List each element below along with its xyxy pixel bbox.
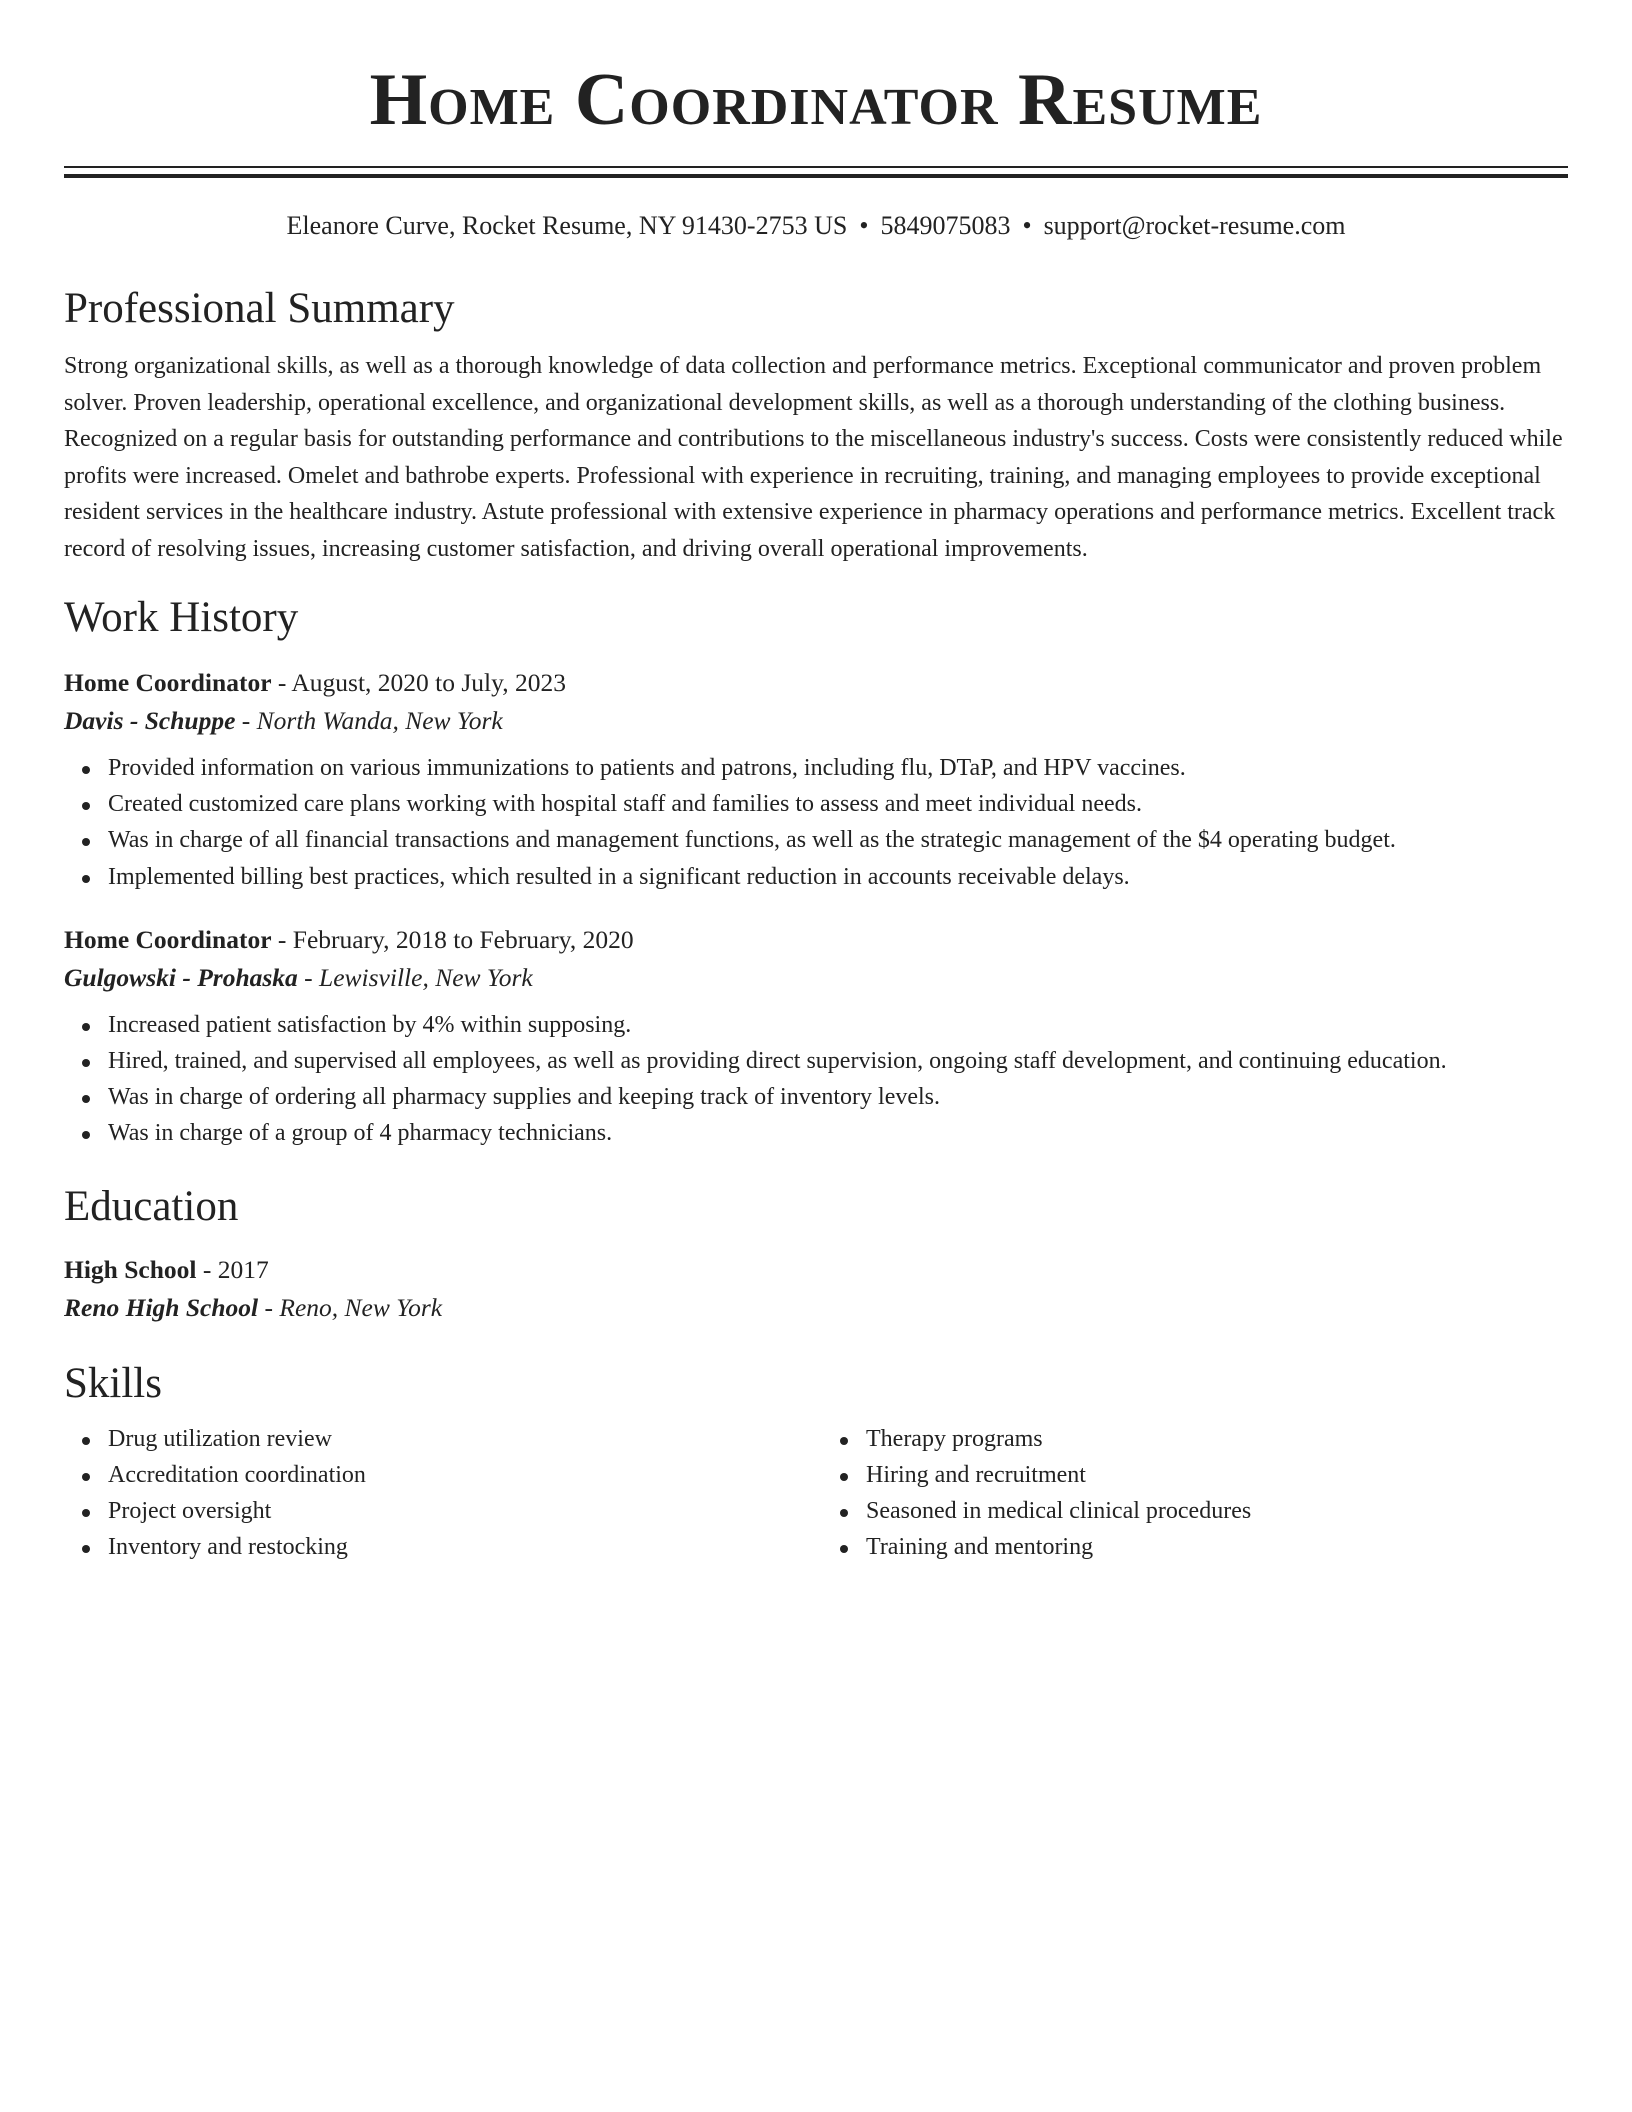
job-title: Home Coordinator: [64, 924, 272, 954]
company-location: - North Wanda, New York: [235, 706, 503, 735]
degree-line: [64, 1251, 1568, 1289]
graduation-year: - 2017: [196, 1254, 269, 1284]
job-duties-list: [64, 1007, 1568, 1152]
company-name: Davis - Schuppe: [64, 706, 236, 735]
list-item: Created customized care plans working with hospital staff and families to assess and meet individual needs.: [108, 786, 1568, 822]
list-item: Was in charge of a group of 4 pharmacy technicians.: [108, 1115, 1568, 1151]
skills-grid: [64, 1421, 1568, 1566]
skills-list-left: [64, 1421, 810, 1566]
title-divider-thin: [64, 166, 1568, 168]
skill-item: Drug utilization review: [108, 1421, 810, 1457]
education-entry: [64, 1251, 1568, 1327]
resume-page: [64, 0, 1568, 1565]
summary-text: Strong organizational skills, as well as a thorough knowledge of data collection and performance metrics. Exceptional communicator and proven problem solver. Proven leadership, operational excellence, and organizational development skills, as well as a thorough understanding of the clothing business. Recognized on a regular basis for outstanding performance and contributions to the miscellaneous industry's success. Costs were consistently reduced while profits were increased. Omelet and bathrobe experts. Professional with experience in recruiting, training, and managing employees to provide exceptional resident services in the healthcare industry. Astute professional with extensive experience in pharmacy operations and performance metrics. Excellent track record of resolving issues, increasing customer satisfaction, and driving overall operational improvements.: [64, 353, 1563, 562]
list-item: Implemented billing best practices, which resulted in a significant reduction in accounts receivable delays.: [108, 859, 1568, 895]
skill-item: Seasoned in medical clinical procedures: [866, 1493, 1568, 1529]
contact-line: [64, 209, 1568, 243]
job-title: Home Coordinator: [64, 668, 272, 697]
job-duties-list: [64, 750, 1568, 895]
skill-item: Project oversight: [108, 1493, 810, 1529]
school-line: [64, 1289, 1568, 1327]
job-dates: - February, 2018 to February, 2020: [271, 924, 634, 954]
list-item: Hired, trained, and supervised all employees, as well as providing direct supervision, ongoing staff development, and continuing education.: [108, 1043, 1568, 1079]
job-title-line: [64, 921, 1568, 959]
skill-item: Training and mentoring: [866, 1529, 1568, 1565]
school-location: - Reno, New York: [258, 1292, 443, 1322]
list-item: Increased patient satisfaction by 4% within supposing.: [108, 1007, 1568, 1043]
education-heading: Education: [64, 1182, 239, 1230]
contact-separator: •: [859, 211, 869, 240]
skills-heading: Skills: [64, 1359, 162, 1407]
job-dates: - August, 2020 to July, 2023: [271, 668, 566, 697]
contact-phone: 5849075083: [880, 211, 1011, 240]
contact-address: Eleanore Curve, Rocket Resume, NY 91430-2753 US: [286, 211, 848, 240]
title-divider-thick: [64, 174, 1568, 178]
school-name: Reno High School: [64, 1292, 259, 1322]
degree: High School: [64, 1254, 197, 1284]
resume-title: Home Coordinator Resume: [369, 59, 1263, 141]
company-line: [64, 959, 1568, 997]
company-location: - Lewisville, New York: [297, 962, 533, 992]
skills-list-right: [810, 1421, 1568, 1566]
skill-item: Inventory and restocking: [108, 1529, 810, 1565]
contact-email: support@rocket-resume.com: [1043, 211, 1346, 240]
list-item: Provided information on various immunizations to patients and patrons, including flu, DTaP, and HPV vaccines.: [108, 750, 1568, 786]
skill-item: Therapy programs: [866, 1421, 1568, 1457]
summary-heading: Professional Summary: [64, 285, 455, 332]
work-history-heading: Work History: [64, 594, 299, 641]
company-name: Gulgowski - Prohaska: [64, 962, 298, 992]
company-line: [64, 702, 1568, 740]
skill-item: Accreditation coordination: [108, 1457, 810, 1493]
contact-separator: •: [1022, 211, 1032, 240]
list-item: Was in charge of ordering all pharmacy supplies and keeping track of inventory levels.: [108, 1079, 1568, 1115]
job-entry: [64, 921, 1568, 1152]
job-entry: [64, 664, 1568, 895]
skill-item: Hiring and recruitment: [866, 1457, 1568, 1493]
list-item: Was in charge of all financial transactions and management functions, as well as the strategic management of the $4 operating budget.: [108, 822, 1568, 858]
job-title-line: [64, 664, 1568, 702]
